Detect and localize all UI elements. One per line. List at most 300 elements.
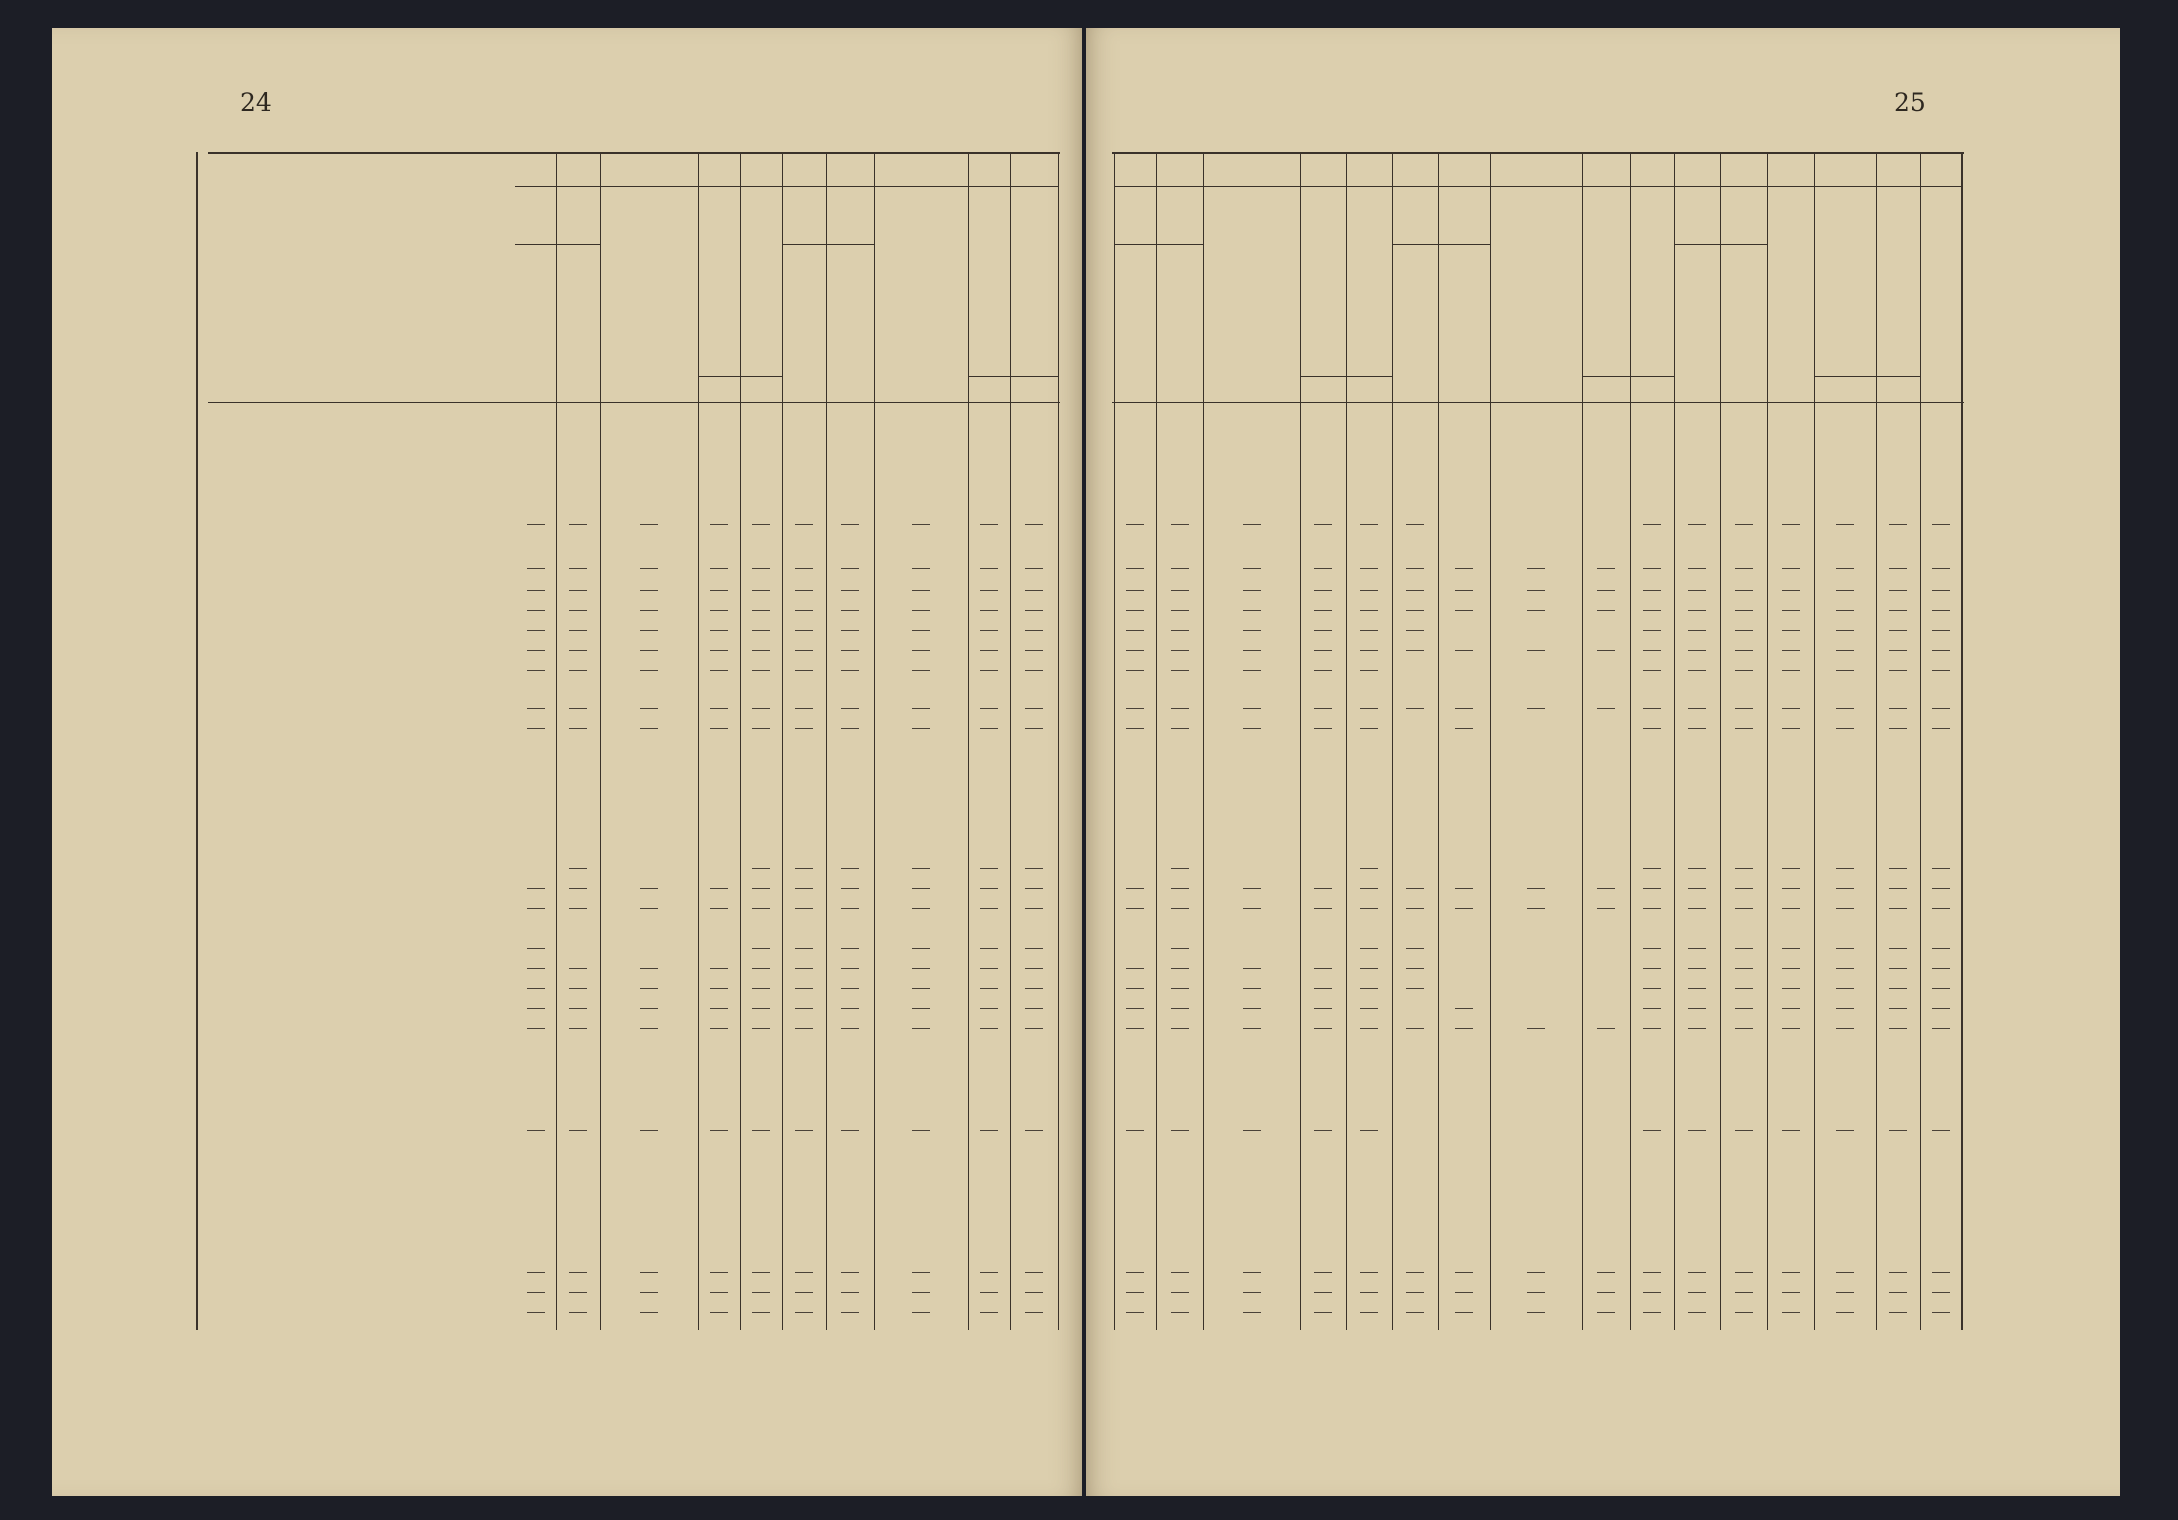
empty-cell-dash bbox=[710, 1312, 728, 1313]
empty-cell-dash bbox=[1171, 590, 1189, 591]
empty-cell-dash bbox=[1889, 968, 1907, 969]
empty-cell-dash bbox=[1597, 650, 1615, 651]
empty-cell-dash bbox=[752, 988, 770, 989]
empty-cell-dash bbox=[527, 524, 545, 525]
empty-cell-dash bbox=[912, 968, 930, 969]
empty-cell-dash bbox=[841, 888, 859, 889]
empty-cell-dash bbox=[1171, 650, 1189, 651]
empty-cell-dash bbox=[1597, 708, 1615, 709]
empty-cell-dash bbox=[1889, 524, 1907, 525]
empty-cell-dash bbox=[710, 524, 728, 525]
empty-cell-dash bbox=[1314, 1130, 1332, 1131]
count-rule bbox=[515, 244, 600, 245]
empty-cell-dash bbox=[1688, 988, 1706, 989]
empty-cell-dash bbox=[1932, 1130, 1950, 1131]
group-title-rule bbox=[1674, 186, 1961, 187]
empty-cell-dash bbox=[1688, 728, 1706, 729]
empty-cell-dash bbox=[980, 948, 998, 949]
empty-cell-dash bbox=[1406, 908, 1424, 909]
empty-cell-dash bbox=[1735, 1312, 1753, 1313]
empty-cell-dash bbox=[795, 908, 813, 909]
empty-cell-dash bbox=[1243, 1028, 1261, 1029]
empty-cell-dash bbox=[710, 728, 728, 729]
empty-cell-dash bbox=[569, 524, 587, 525]
empty-cell-dash bbox=[752, 888, 770, 889]
empty-cell-dash bbox=[1126, 1130, 1144, 1131]
empty-cell-dash bbox=[640, 650, 658, 651]
empty-cell-dash bbox=[795, 728, 813, 729]
empty-cell-dash bbox=[752, 650, 770, 651]
empty-cell-dash bbox=[1782, 650, 1800, 651]
empty-cell-dash bbox=[1126, 524, 1144, 525]
empty-cell-dash bbox=[1735, 948, 1753, 949]
empty-cell-dash bbox=[527, 670, 545, 671]
empty-cell-dash bbox=[1688, 1008, 1706, 1009]
empty-cell-dash bbox=[1314, 568, 1332, 569]
column-rule bbox=[1582, 152, 1583, 1330]
empty-cell-dash bbox=[640, 568, 658, 569]
empty-cell-dash bbox=[710, 670, 728, 671]
empty-cell-dash bbox=[1314, 1312, 1332, 1313]
page-number-right: 25 bbox=[1894, 88, 1926, 117]
empty-cell-dash bbox=[1243, 1130, 1261, 1131]
empty-cell-dash bbox=[912, 650, 930, 651]
group-title-rule bbox=[515, 186, 782, 187]
empty-cell-dash bbox=[640, 988, 658, 989]
empty-cell-dash bbox=[1688, 650, 1706, 651]
empty-cell-dash bbox=[1643, 1028, 1661, 1029]
empty-cell-dash bbox=[640, 1292, 658, 1293]
empty-cell-dash bbox=[1643, 670, 1661, 671]
empty-cell-dash bbox=[1360, 948, 1378, 949]
empty-cell-dash bbox=[527, 708, 545, 709]
empty-cell-dash bbox=[795, 610, 813, 611]
empty-cell-dash bbox=[1025, 708, 1043, 709]
empty-cell-dash bbox=[1360, 1130, 1378, 1131]
empty-cell-dash bbox=[980, 568, 998, 569]
empty-cell-dash bbox=[1782, 1008, 1800, 1009]
mz-rule bbox=[968, 376, 1058, 377]
empty-cell-dash bbox=[1527, 590, 1545, 591]
empty-cell-dash bbox=[1688, 1130, 1706, 1131]
empty-cell-dash bbox=[1932, 968, 1950, 969]
empty-cell-dash bbox=[1243, 968, 1261, 969]
empty-cell-dash bbox=[569, 630, 587, 631]
empty-cell-dash bbox=[1243, 1292, 1261, 1293]
empty-cell-dash bbox=[795, 888, 813, 889]
empty-cell-dash bbox=[1597, 610, 1615, 611]
empty-cell-dash bbox=[1889, 948, 1907, 949]
empty-cell-dash bbox=[1643, 568, 1661, 569]
empty-cell-dash bbox=[1171, 1008, 1189, 1009]
empty-cell-dash bbox=[710, 968, 728, 969]
empty-cell-dash bbox=[841, 968, 859, 969]
empty-cell-dash bbox=[1735, 630, 1753, 631]
empty-cell-dash bbox=[752, 630, 770, 631]
column-rule bbox=[1203, 152, 1204, 1330]
empty-cell-dash bbox=[1782, 568, 1800, 569]
empty-cell-dash bbox=[1688, 670, 1706, 671]
column-rule bbox=[1767, 152, 1768, 1330]
empty-cell-dash bbox=[1688, 1312, 1706, 1313]
empty-cell-dash bbox=[752, 868, 770, 869]
empty-cell-dash bbox=[752, 1130, 770, 1131]
empty-cell-dash bbox=[1025, 1292, 1043, 1293]
empty-cell-dash bbox=[980, 1272, 998, 1273]
empty-cell-dash bbox=[569, 1028, 587, 1029]
empty-cell-dash bbox=[527, 630, 545, 631]
empty-cell-dash bbox=[1836, 670, 1854, 671]
mz-rule bbox=[698, 376, 782, 377]
empty-cell-dash bbox=[569, 708, 587, 709]
empty-cell-dash bbox=[1406, 888, 1424, 889]
empty-cell-dash bbox=[1360, 988, 1378, 989]
empty-cell-dash bbox=[1735, 670, 1753, 671]
empty-cell-dash bbox=[1314, 1272, 1332, 1273]
empty-cell-dash bbox=[1025, 568, 1043, 569]
empty-cell-dash bbox=[841, 708, 859, 709]
empty-cell-dash bbox=[1932, 670, 1950, 671]
empty-cell-dash bbox=[1314, 988, 1332, 989]
table-right-rule bbox=[1961, 152, 1963, 1330]
empty-cell-dash bbox=[1314, 610, 1332, 611]
empty-cell-dash bbox=[912, 524, 930, 525]
empty-cell-dash bbox=[1643, 888, 1661, 889]
empty-cell-dash bbox=[1836, 650, 1854, 651]
empty-cell-dash bbox=[1643, 630, 1661, 631]
empty-cell-dash bbox=[795, 968, 813, 969]
column-rule bbox=[1058, 152, 1059, 1330]
empty-cell-dash bbox=[527, 948, 545, 949]
empty-cell-dash bbox=[710, 1028, 728, 1029]
empty-cell-dash bbox=[1171, 630, 1189, 631]
empty-cell-dash bbox=[1243, 728, 1261, 729]
empty-cell-dash bbox=[1455, 610, 1473, 611]
empty-cell-dash bbox=[1314, 728, 1332, 729]
empty-cell-dash bbox=[795, 524, 813, 525]
empty-cell-dash bbox=[1836, 1028, 1854, 1029]
empty-cell-dash bbox=[640, 1130, 658, 1131]
empty-cell-dash bbox=[1360, 728, 1378, 729]
empty-cell-dash bbox=[527, 988, 545, 989]
empty-cell-dash bbox=[1782, 610, 1800, 611]
empty-cell-dash bbox=[795, 568, 813, 569]
empty-cell-dash bbox=[980, 1008, 998, 1009]
empty-cell-dash bbox=[980, 1312, 998, 1313]
empty-cell-dash bbox=[1360, 908, 1378, 909]
empty-cell-dash bbox=[1597, 590, 1615, 591]
empty-cell-dash bbox=[795, 948, 813, 949]
empty-cell-dash bbox=[1735, 1028, 1753, 1029]
empty-cell-dash bbox=[1025, 948, 1043, 949]
empty-cell-dash bbox=[1643, 650, 1661, 651]
empty-cell-dash bbox=[980, 524, 998, 525]
empty-cell-dash bbox=[1243, 1008, 1261, 1009]
count-rule bbox=[1392, 244, 1490, 245]
empty-cell-dash bbox=[1782, 908, 1800, 909]
empty-cell-dash bbox=[1735, 908, 1753, 909]
empty-cell-dash bbox=[1406, 1272, 1424, 1273]
empty-cell-dash bbox=[527, 1272, 545, 1273]
empty-cell-dash bbox=[1527, 708, 1545, 709]
header-bottom-rule bbox=[208, 402, 1060, 403]
empty-cell-dash bbox=[1836, 708, 1854, 709]
empty-cell-dash bbox=[912, 670, 930, 671]
empty-cell-dash bbox=[1643, 1272, 1661, 1273]
empty-cell-dash bbox=[795, 1292, 813, 1293]
empty-cell-dash bbox=[841, 630, 859, 631]
empty-cell-dash bbox=[1688, 568, 1706, 569]
empty-cell-dash bbox=[1406, 968, 1424, 969]
empty-cell-dash bbox=[1782, 1292, 1800, 1293]
empty-cell-dash bbox=[1932, 1272, 1950, 1273]
column-rule bbox=[1010, 152, 1011, 1330]
empty-cell-dash bbox=[1126, 1312, 1144, 1313]
empty-cell-dash bbox=[1314, 888, 1332, 889]
empty-cell-dash bbox=[1688, 524, 1706, 525]
empty-cell-dash bbox=[1171, 908, 1189, 909]
empty-cell-dash bbox=[1406, 610, 1424, 611]
empty-cell-dash bbox=[1406, 590, 1424, 591]
empty-cell-dash bbox=[1782, 1130, 1800, 1131]
empty-cell-dash bbox=[1597, 1312, 1615, 1313]
empty-cell-dash bbox=[1455, 728, 1473, 729]
empty-cell-dash bbox=[912, 948, 930, 949]
empty-cell-dash bbox=[710, 650, 728, 651]
empty-cell-dash bbox=[1836, 908, 1854, 909]
empty-cell-dash bbox=[569, 568, 587, 569]
empty-cell-dash bbox=[1360, 650, 1378, 651]
empty-cell-dash bbox=[1643, 908, 1661, 909]
empty-cell-dash bbox=[1314, 670, 1332, 671]
empty-cell-dash bbox=[1025, 590, 1043, 591]
empty-cell-dash bbox=[912, 1008, 930, 1009]
empty-cell-dash bbox=[1243, 630, 1261, 631]
empty-cell-dash bbox=[1360, 968, 1378, 969]
empty-cell-dash bbox=[569, 670, 587, 671]
empty-cell-dash bbox=[1889, 888, 1907, 889]
empty-cell-dash bbox=[1735, 1272, 1753, 1273]
empty-cell-dash bbox=[1360, 888, 1378, 889]
empty-cell-dash bbox=[1643, 728, 1661, 729]
empty-cell-dash bbox=[1126, 908, 1144, 909]
empty-cell-dash bbox=[710, 590, 728, 591]
empty-cell-dash bbox=[1735, 1130, 1753, 1131]
empty-cell-dash bbox=[1836, 1272, 1854, 1273]
empty-cell-dash bbox=[752, 708, 770, 709]
empty-cell-dash bbox=[912, 1292, 930, 1293]
empty-cell-dash bbox=[1643, 1130, 1661, 1131]
empty-cell-dash bbox=[1171, 1130, 1189, 1131]
empty-cell-dash bbox=[1406, 568, 1424, 569]
empty-cell-dash bbox=[1836, 1292, 1854, 1293]
empty-cell-dash bbox=[1171, 1292, 1189, 1293]
empty-cell-dash bbox=[1597, 908, 1615, 909]
column-rule bbox=[1490, 152, 1491, 1330]
empty-cell-dash bbox=[640, 590, 658, 591]
empty-cell-dash bbox=[1406, 1028, 1424, 1029]
empty-cell-dash bbox=[980, 610, 998, 611]
empty-cell-dash bbox=[1735, 1292, 1753, 1293]
empty-cell-dash bbox=[1735, 708, 1753, 709]
empty-cell-dash bbox=[1932, 988, 1950, 989]
empty-cell-dash bbox=[1025, 888, 1043, 889]
empty-cell-dash bbox=[795, 708, 813, 709]
empty-cell-dash bbox=[795, 650, 813, 651]
empty-cell-dash bbox=[1735, 988, 1753, 989]
empty-cell-dash bbox=[980, 1028, 998, 1029]
empty-cell-dash bbox=[841, 1130, 859, 1131]
empty-cell-dash bbox=[1597, 1028, 1615, 1029]
empty-cell-dash bbox=[1406, 948, 1424, 949]
empty-cell-dash bbox=[1889, 610, 1907, 611]
empty-cell-dash bbox=[1314, 524, 1332, 525]
empty-cell-dash bbox=[527, 590, 545, 591]
empty-cell-dash bbox=[1932, 630, 1950, 631]
empty-cell-dash bbox=[1455, 568, 1473, 569]
empty-cell-dash bbox=[1836, 1130, 1854, 1131]
empty-cell-dash bbox=[1025, 1028, 1043, 1029]
empty-cell-dash bbox=[1126, 590, 1144, 591]
empty-cell-dash bbox=[1735, 590, 1753, 591]
empty-cell-dash bbox=[527, 1292, 545, 1293]
empty-cell-dash bbox=[1643, 968, 1661, 969]
empty-cell-dash bbox=[980, 728, 998, 729]
empty-cell-dash bbox=[1782, 1272, 1800, 1273]
empty-cell-dash bbox=[1455, 650, 1473, 651]
empty-cell-dash bbox=[1126, 568, 1144, 569]
empty-cell-dash bbox=[980, 868, 998, 869]
empty-cell-dash bbox=[752, 1008, 770, 1009]
empty-cell-dash bbox=[1735, 968, 1753, 969]
empty-cell-dash bbox=[569, 968, 587, 969]
empty-cell-dash bbox=[841, 988, 859, 989]
empty-cell-dash bbox=[1836, 888, 1854, 889]
mz-rule bbox=[1814, 376, 1920, 377]
empty-cell-dash bbox=[795, 1130, 813, 1131]
empty-cell-dash bbox=[1360, 708, 1378, 709]
count-rule bbox=[1114, 244, 1203, 245]
empty-cell-dash bbox=[1688, 868, 1706, 869]
empty-cell-dash bbox=[1688, 610, 1706, 611]
table-left-rule bbox=[196, 152, 198, 1330]
empty-cell-dash bbox=[1527, 610, 1545, 611]
empty-cell-dash bbox=[1025, 524, 1043, 525]
empty-cell-dash bbox=[1643, 590, 1661, 591]
empty-cell-dash bbox=[1889, 1292, 1907, 1293]
empty-cell-dash bbox=[710, 908, 728, 909]
empty-cell-dash bbox=[710, 610, 728, 611]
empty-cell-dash bbox=[1406, 1312, 1424, 1313]
empty-cell-dash bbox=[795, 1272, 813, 1273]
empty-cell-dash bbox=[640, 728, 658, 729]
column-rule bbox=[1630, 152, 1631, 1330]
empty-cell-dash bbox=[1171, 568, 1189, 569]
mz-rule bbox=[1300, 376, 1392, 377]
empty-cell-dash bbox=[1126, 1292, 1144, 1293]
empty-cell-dash bbox=[795, 1008, 813, 1009]
empty-cell-dash bbox=[1889, 908, 1907, 909]
empty-cell-dash bbox=[1025, 1130, 1043, 1131]
empty-cell-dash bbox=[1406, 708, 1424, 709]
empty-cell-dash bbox=[1688, 948, 1706, 949]
header-bottom-rule-right bbox=[1112, 402, 1964, 403]
empty-cell-dash bbox=[1836, 630, 1854, 631]
empty-cell-dash bbox=[710, 568, 728, 569]
empty-cell-dash bbox=[795, 670, 813, 671]
empty-cell-dash bbox=[527, 968, 545, 969]
empty-cell-dash bbox=[1025, 968, 1043, 969]
empty-cell-dash bbox=[527, 908, 545, 909]
empty-cell-dash bbox=[1314, 1292, 1332, 1293]
empty-cell-dash bbox=[1360, 630, 1378, 631]
count-rule bbox=[1674, 244, 1767, 245]
empty-cell-dash bbox=[1836, 948, 1854, 949]
empty-cell-dash bbox=[1314, 650, 1332, 651]
empty-cell-dash bbox=[980, 968, 998, 969]
empty-cell-dash bbox=[640, 524, 658, 525]
empty-cell-dash bbox=[1932, 610, 1950, 611]
empty-cell-dash bbox=[841, 868, 859, 869]
empty-cell-dash bbox=[1836, 988, 1854, 989]
empty-cell-dash bbox=[980, 988, 998, 989]
empty-cell-dash bbox=[1360, 610, 1378, 611]
empty-cell-dash bbox=[1643, 948, 1661, 949]
empty-cell-dash bbox=[1171, 1272, 1189, 1273]
column-rule bbox=[740, 152, 741, 1330]
empty-cell-dash bbox=[1171, 524, 1189, 525]
empty-cell-dash bbox=[1455, 1292, 1473, 1293]
table-top-rule bbox=[208, 152, 1060, 154]
empty-cell-dash bbox=[1025, 1008, 1043, 1009]
empty-cell-dash bbox=[1932, 888, 1950, 889]
empty-cell-dash bbox=[1314, 908, 1332, 909]
empty-cell-dash bbox=[1025, 1272, 1043, 1273]
empty-cell-dash bbox=[980, 630, 998, 631]
empty-cell-dash bbox=[980, 670, 998, 671]
empty-cell-dash bbox=[1932, 708, 1950, 709]
empty-cell-dash bbox=[640, 610, 658, 611]
group-title-rule bbox=[1392, 186, 1674, 187]
empty-cell-dash bbox=[569, 868, 587, 869]
empty-cell-dash bbox=[841, 590, 859, 591]
empty-cell-dash bbox=[569, 888, 587, 889]
empty-cell-dash bbox=[1025, 630, 1043, 631]
empty-cell-dash bbox=[1243, 650, 1261, 651]
empty-cell-dash bbox=[1527, 908, 1545, 909]
empty-cell-dash bbox=[569, 650, 587, 651]
empty-cell-dash bbox=[1025, 908, 1043, 909]
empty-cell-dash bbox=[569, 1130, 587, 1131]
empty-cell-dash bbox=[1889, 1008, 1907, 1009]
empty-cell-dash bbox=[1836, 728, 1854, 729]
empty-cell-dash bbox=[1171, 868, 1189, 869]
empty-cell-dash bbox=[1360, 568, 1378, 569]
empty-cell-dash bbox=[1836, 1008, 1854, 1009]
empty-cell-dash bbox=[1836, 610, 1854, 611]
empty-cell-dash bbox=[1126, 1008, 1144, 1009]
empty-cell-dash bbox=[1735, 610, 1753, 611]
empty-cell-dash bbox=[569, 1292, 587, 1293]
empty-cell-dash bbox=[1688, 1272, 1706, 1273]
empty-cell-dash bbox=[1025, 988, 1043, 989]
empty-cell-dash bbox=[527, 1028, 545, 1029]
empty-cell-dash bbox=[1932, 908, 1950, 909]
empty-cell-dash bbox=[1243, 888, 1261, 889]
empty-cell-dash bbox=[1360, 1008, 1378, 1009]
empty-cell-dash bbox=[1836, 1312, 1854, 1313]
empty-cell-dash bbox=[1126, 708, 1144, 709]
